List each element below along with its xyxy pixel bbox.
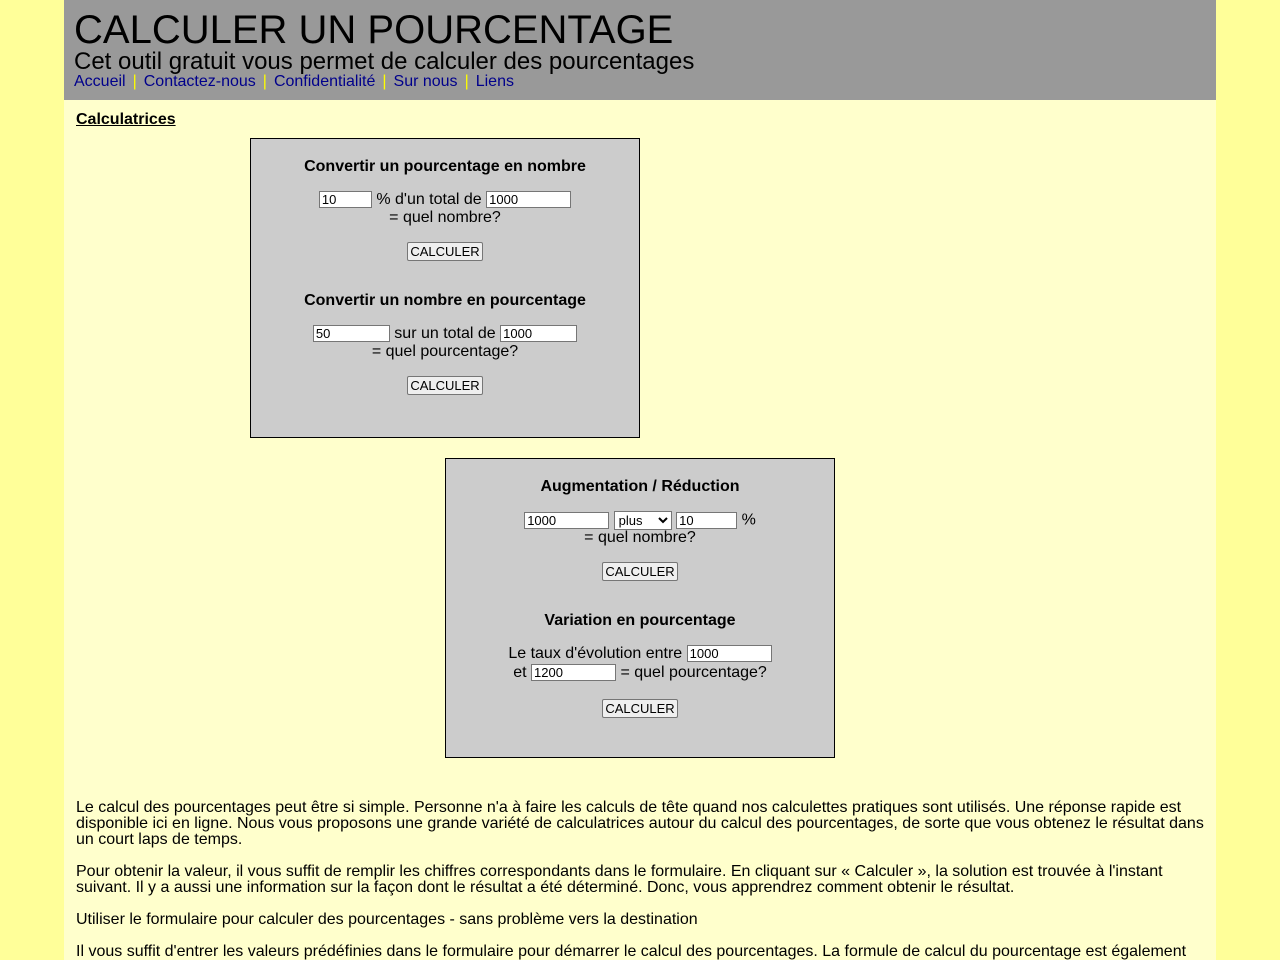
calc3-percent-sign: %: [741, 511, 756, 529]
calculator-box-2: [445, 458, 835, 758]
nav-separator: |: [382, 73, 387, 90]
nav-link-liens[interactable]: Liens: [475, 73, 514, 90]
calc3-calculate-button[interactable]: CALCULER: [602, 562, 678, 581]
calc4-row-2: [446, 664, 834, 682]
page-container: [64, 0, 1216, 960]
intro-paragraph-4: Il vous suffit d'entrer les valeurs prédéfinies dans le formulaire pour démarrer le calcul des pourcentages. La formule de calcul du pourcentage est également: [76, 943, 1187, 960]
calc4-calculate-button[interactable]: CALCULER: [602, 699, 678, 718]
calc4-row-1: [446, 645, 834, 663]
calc4-title: Variation en pourcentage: [544, 612, 736, 629]
calc2-calculate-button[interactable]: CALCULER: [407, 376, 483, 395]
nav-link-confidentialite[interactable]: Confidentialité: [273, 73, 376, 90]
calc2-title: Convertir un nombre en pourcentage: [304, 292, 586, 309]
nav-link-sur-nous[interactable]: Sur nous: [393, 73, 458, 90]
calc4-to-input[interactable]: [531, 664, 616, 681]
nav-separator: |: [464, 73, 469, 90]
calc1-title: Convertir un pourcentage en nombre: [304, 158, 586, 175]
calc4-text-and: et: [513, 664, 527, 681]
nav-separator: |: [132, 73, 137, 90]
site-header: [64, 0, 1216, 100]
calc3-percent-input[interactable]: [676, 512, 737, 529]
calc1-text-mid: % d'un total de: [376, 191, 482, 208]
calc2-number-input[interactable]: [313, 325, 390, 342]
calc1-total-input[interactable]: [486, 191, 571, 208]
calc4-question: = quel pourcentage?: [620, 664, 767, 681]
calc4-text-intro: Le taux d'évolution entre: [508, 645, 683, 662]
calc2-text-mid: sur un total de: [394, 325, 496, 342]
calc3-base-input[interactable]: [524, 512, 609, 529]
calc3-title: Augmentation / Réduction: [540, 478, 740, 495]
nav-link-accueil[interactable]: Accueil: [74, 73, 126, 90]
intro-paragraph-2: Pour obtenir la valeur, il vous suffit de remplir les chiffres correspondants dans le formulaire. En cliquant sur « Calculer », la solution est trouvée à l'instant suivant. Il y a aussi une information sur la façon dont le résultat a été déterminé. Donc, vous apprendrez comment obtenir le résultat.: [76, 863, 1163, 896]
site-subtitle: Cet outil gratuit vous permet de calculer des pourcentages: [74, 48, 695, 75]
calc3-operation-select[interactable]: [614, 511, 672, 530]
calc1-percent-input[interactable]: [319, 191, 372, 208]
calc1-question: = quel nombre?: [389, 209, 501, 226]
calc3-input-row: [446, 511, 834, 530]
site-title: CALCULER UN POURCENTAGE: [74, 8, 674, 52]
main-nav: [74, 73, 514, 91]
intro-paragraph-1: Le calcul des pourcentages peut être si simple. Personne n'a à faire les calculs de tête quand nos calculettes pratiques sont utilisés. Une réponse rapide est disponible ici en ligne. Nous vous proposons une grande variété de calculatrices autour du calcul des pourcentages, de sorte que vous obtenez le résultat dans un court laps de temps.: [76, 799, 1204, 848]
calc2-question: = quel pourcentage?: [371, 343, 519, 360]
calc3-question: = quel nombre?: [584, 529, 696, 546]
nav-separator: |: [262, 73, 267, 90]
section-title: Calculatrices: [76, 111, 176, 128]
calc2-input-row: [251, 325, 639, 343]
nav-link-contact[interactable]: Contactez-nous: [143, 73, 256, 90]
calc2-total-input[interactable]: [500, 325, 577, 342]
calc4-from-input[interactable]: [687, 645, 772, 662]
calc1-calculate-button[interactable]: CALCULER: [407, 242, 483, 261]
calculator-box-1: [250, 138, 640, 438]
calc1-input-row: [251, 191, 639, 209]
intro-paragraph-3: Utiliser le formulaire pour calculer des pourcentages - sans problème vers la destination: [76, 911, 698, 928]
